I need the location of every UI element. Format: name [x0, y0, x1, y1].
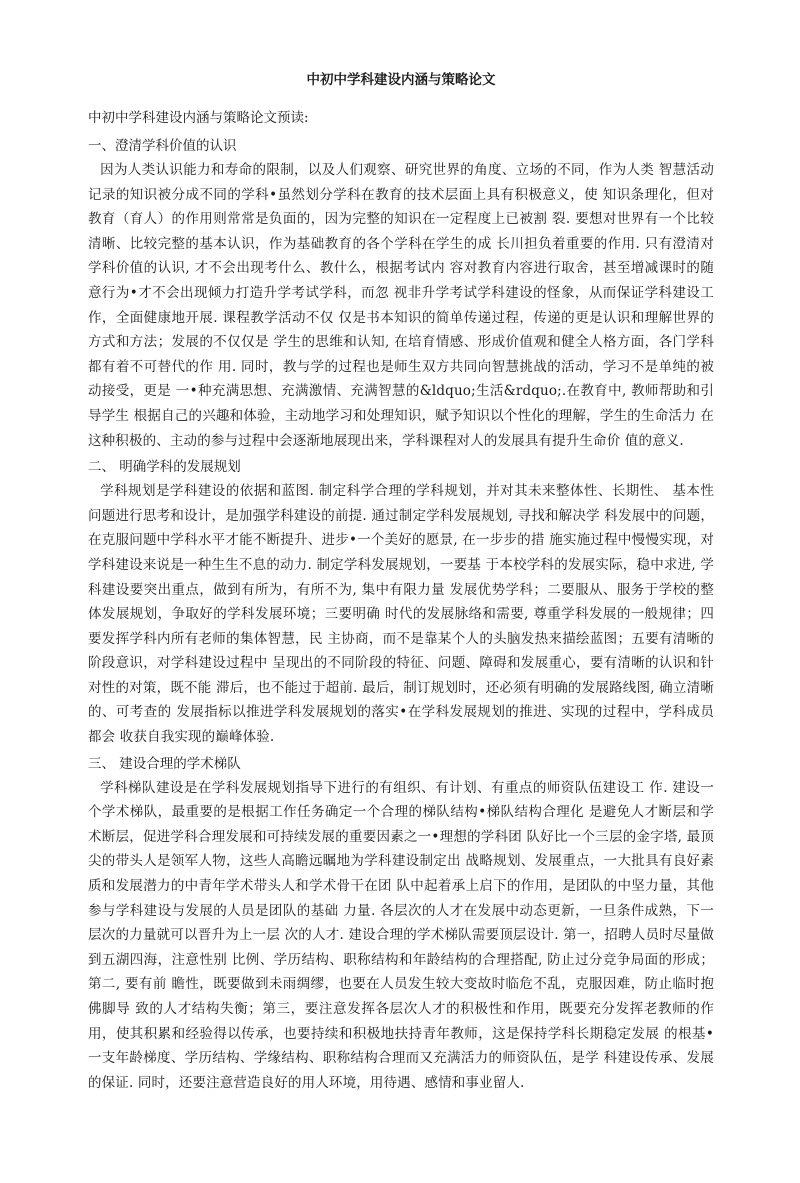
section-heading-3: 三、 建设合理的学术梯队	[88, 755, 241, 772]
section-body-2: 学科规划是学科建设的依据和蓝图. 制定科学合理的学科规划，并对其未来整体性、长期性、 基本性问题进行思考和设计，是加强学科建设的前提. 通过制定学科发展规划, 寻找和解决学 科发展中的问题，在克服问题中学科水平才能不断提升、进步•一个美好的愿景, 在一步步的措 施实施过程中慢慢实现，对学科建设来说是一种生生不息的动力. 制定学科发展规划，一要基 于本校学科的发展实际，稳中求进, 学科建设要突出重点，做到有所为，有所不为, 集中有限力量 发展优势学科；二要服从、服务于学校的整体发展规划，争取好的学科发展环境；三要明确 时代的发展脉络和需要, 尊重学科发展的一般规律；四要发挥学科内所有老师的集体智慧，民 主协商，而不是靠某个人的头脑发热来描绘蓝图；五要有清晰的阶段意识，对学科建设过程中 呈现出的不同阶段的特征、问题、障碍和发展重心，要有清晰的认识和针对性的对策，既不能 滞后，也不能过于超前. 最后，制订规划时，还必须有明确的发展路线图, 确立清晰的、可考查的 发展指标以推进学科发展规划的落实•在学科发展规划的推进、实现的过程中，学科成员都会 收获自我实现的巅峰体验.	[88, 483, 714, 746]
section-body-3: 学科梯队建设是在学科发展规划指导下进行的有组织、有计划、有重点的师资队伍建设工 作. 建设一个学术梯队，最重要的是根据工作任务确定一个合理的梯队结构•梯队结构合理化 是避免人才断层和学术断层，促进学科合理发展和可持续发展的重要因素之一•理想的学科团 队好比一个三层的金字塔, 最顶尖的带头人是领军人物，这些人高瞻远瞩地为学科建设制定出 战略规划、发展重点，一大批具有良好素质和发展潜力的中青年学术带头人和学术骨干在团 队中起着承上启下的作用，是团队的中坚力量，其他参与学科建设与发展的人员是团队的基础 力量. 各层次的人才在发展中动态更新，一旦条件成熟，下一层次的力量就可以晋升为上一层 次的人才. 建设合理的学术梯队需要顶层设计. 第一，招聘人员时尽量做到五湖四海，注意性别 比例、学历结构、职称结构和年龄结构的合理搭配, 防止过分竞争局面的形成；第二, 要有前 瞻性，既要做到未雨绸缪，也要在人员发生较大变故时临危不乱，克服因难，防止临时抱佛脚导 致的人才结构失衡；第三，要注意发挥各层次人才的积极性和作用，既要充分发挥老教师的作 用，使其积累和经验得以传承，也要持续和积极地扶持青年教师，这是保持学科长期稳定发展 的根基•一支年龄梯度、学历结构、学缘结构、职称结构合理而又充满活力的师资队伍，是学 科建设传承、发展的保证. 同时，还要注意营造良好的用人环境，用待遇、感情和事业留人.	[88, 779, 714, 1091]
section-heading-1: 一、澄清学科价值的认识	[88, 138, 237, 154]
document-intro: 中初中学科建设内涵与策略论文预读:	[88, 110, 309, 126]
document-page	[88, 70, 714, 1097]
section-body-1: 因为人类认识能力和寿命的限制，以及人们观察、研究世界的角度、立场的不同，作为人类 智慧活动记录的知识被分成不同的学科•虽然划分学科在教育的技术层面上具有积极意义，使 知识条理化，但对教育（育人）的作用则常常是负面的，因为完整的知识在一定程度上已被割 裂. 要想对世界有一个比较清晰、比较完整的基本认识，作为基础教育的各个学科在学生的成 长川担负着重要的作用. 只有澄清对学科价值的认识, 才不会出现考什么、教什么，根据考试内 容对教育内容进行取舍，甚至增减课时的随意行为•才不会出现倾力打造升学考试学科，而忽 视非升学考试学科建设的怪象，从而保证学科建设工作，全面健康地开展. 课程教学活动不仅 仅是书本知识的简单传递过程，传递的更是认识和理解世界的方式和方法；发展的不仅仅是 学生的思维和认知, 在培育情感、形成价值观和健全人格方面，各门学科都有着不可替代的作 用. 同时，教与学的过程也是师生双方共同向智慧挑战的活动，学习不是单纯的被动接受，更是 一•种充满思想、充满激情、充满智慧的&ldquo;生活&rdquo;.在教育中, 教师帮助和引导学生 根据自己的兴趣和体验，主动地学习和处理知识，赋予知识以个性化的理解，学生的生命活力 在这种积极的、主动的参与过程中会逐渐地展现出来，学科课程对人的发展具有提升生命价 值的意义.	[88, 162, 714, 449]
document-title: 中初中学科建设内涵与策略论文	[306, 72, 496, 88]
section-heading-2: 二、 明确学科的发展规划	[88, 459, 241, 476]
